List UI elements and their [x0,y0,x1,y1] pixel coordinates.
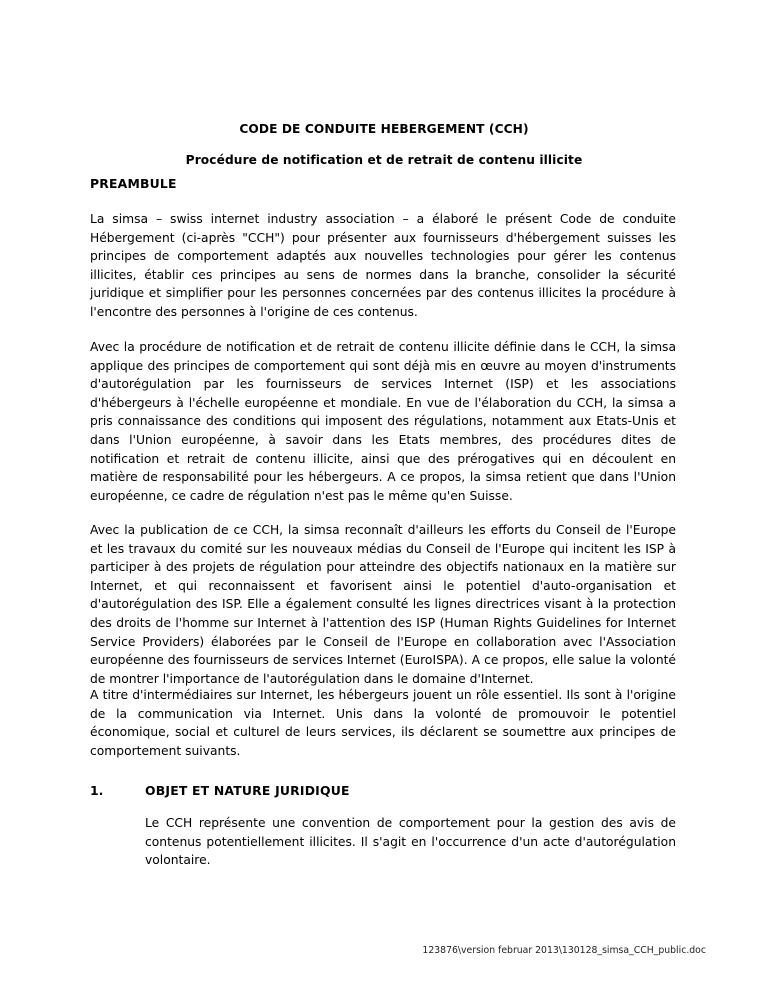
section-text: Le CCH représente une convention de comportement pour la gestion des avis de contenus potentiellement illicites. Il s'agit en l'occurrence d'un acte d'autorégulation volontaire. [145,816,676,868]
document-subtitle: Procédure de notification et de retrait de contenu illicite [185,153,583,167]
section-title: OBJET ET NATURE JURIDIQUE [145,783,350,798]
footer-file-path: 123876\version februar 2013\130128_simsa_CCH_public.doc [422,945,706,956]
paragraph: La simsa – swiss internet industry association – a élaboré le présent Code de conduite Hébergement (ci-après "CCH") pour présenter aux fournisseurs d'hébergement suisses les principes de comportement adaptés aux nouvelles technologies pour gérer les contenus illicites, établir ces principes au sens de normes dans la branche, consolider la sécurité juridique et simplifier pour les personnes concernées par des contenus illicites la procédure à l'encontre des personnes à l'origine de ces contenus. [90,212,676,319]
section-number: 1. [90,783,104,798]
preamble-heading: PREAMBULE [90,176,177,191]
paragraph: Avec la procédure de notification et de retrait de contenu illicite définie dans le CCH, la simsa applique des principes de comportement qui sont déjà mis en œuvre au moyen d'instruments d'autorégulation par les fournisseurs de services Internet (ISP) et les associations d'hébergeurs à l'échelle européenne et mondiale. En vue de l'élaboration du CCH, la simsa a pris connaissance des conditions qui imposent des régulations, notamment aux Etats-Unis et dans l'Union européenne, à savoir dans les Etats membres, des procédures dites de notification et retrait de contenu illicite, ainsi que des prérogatives qui en découlent en matière de responsabilité pour les hébergeurs. A ce propos, la simsa retient que dans l'Union européenne, ce cadre de régulation n'est pas le même qu'en Suisse. [90,340,676,503]
paragraph: A titre d'intermédiaires sur Internet, les hébergeurs jouent un rôle essentiel. Ils sont à l'origine de la communication via Internet. Unis dans la volonté de promouvoir le potentiel économique, social et culturel de leurs services, ils déclarent se soumettre aux principes de comportement suivants. [90,688,676,758]
paragraph: Avec la publication de ce CCH, la simsa reconnaît d'ailleurs les efforts du Conseil de l'Europe et les travaux du comité sur les nouveaux médias du Conseil de l'Europe qui incitent les ISP à participer à des projets de régulation pour atteindre des objectifs nationaux en la matière sur Internet, et qui reconnaissent et favorisent ainsi le potentiel d'auto-organisation et d'autorégulation des ISP. Elle a également consulté les lignes directrices visant à la protection des droits de l'homme sur Internet à l'attention des ISP (Human Rights Guidelines for Internet Service Providers) élaborées par le Conseil de l'Europe en collaboration avec l'Association européenne des fournisseurs de services Internet (EuroISPA). A ce propos, elle salue la volonté de montrer l'importance de l'autorégulation dans le domaine d'Internet. [90,523,676,686]
document-title: CODE DE CONDUITE HEBERGEMENT (CCH) [239,122,529,136]
